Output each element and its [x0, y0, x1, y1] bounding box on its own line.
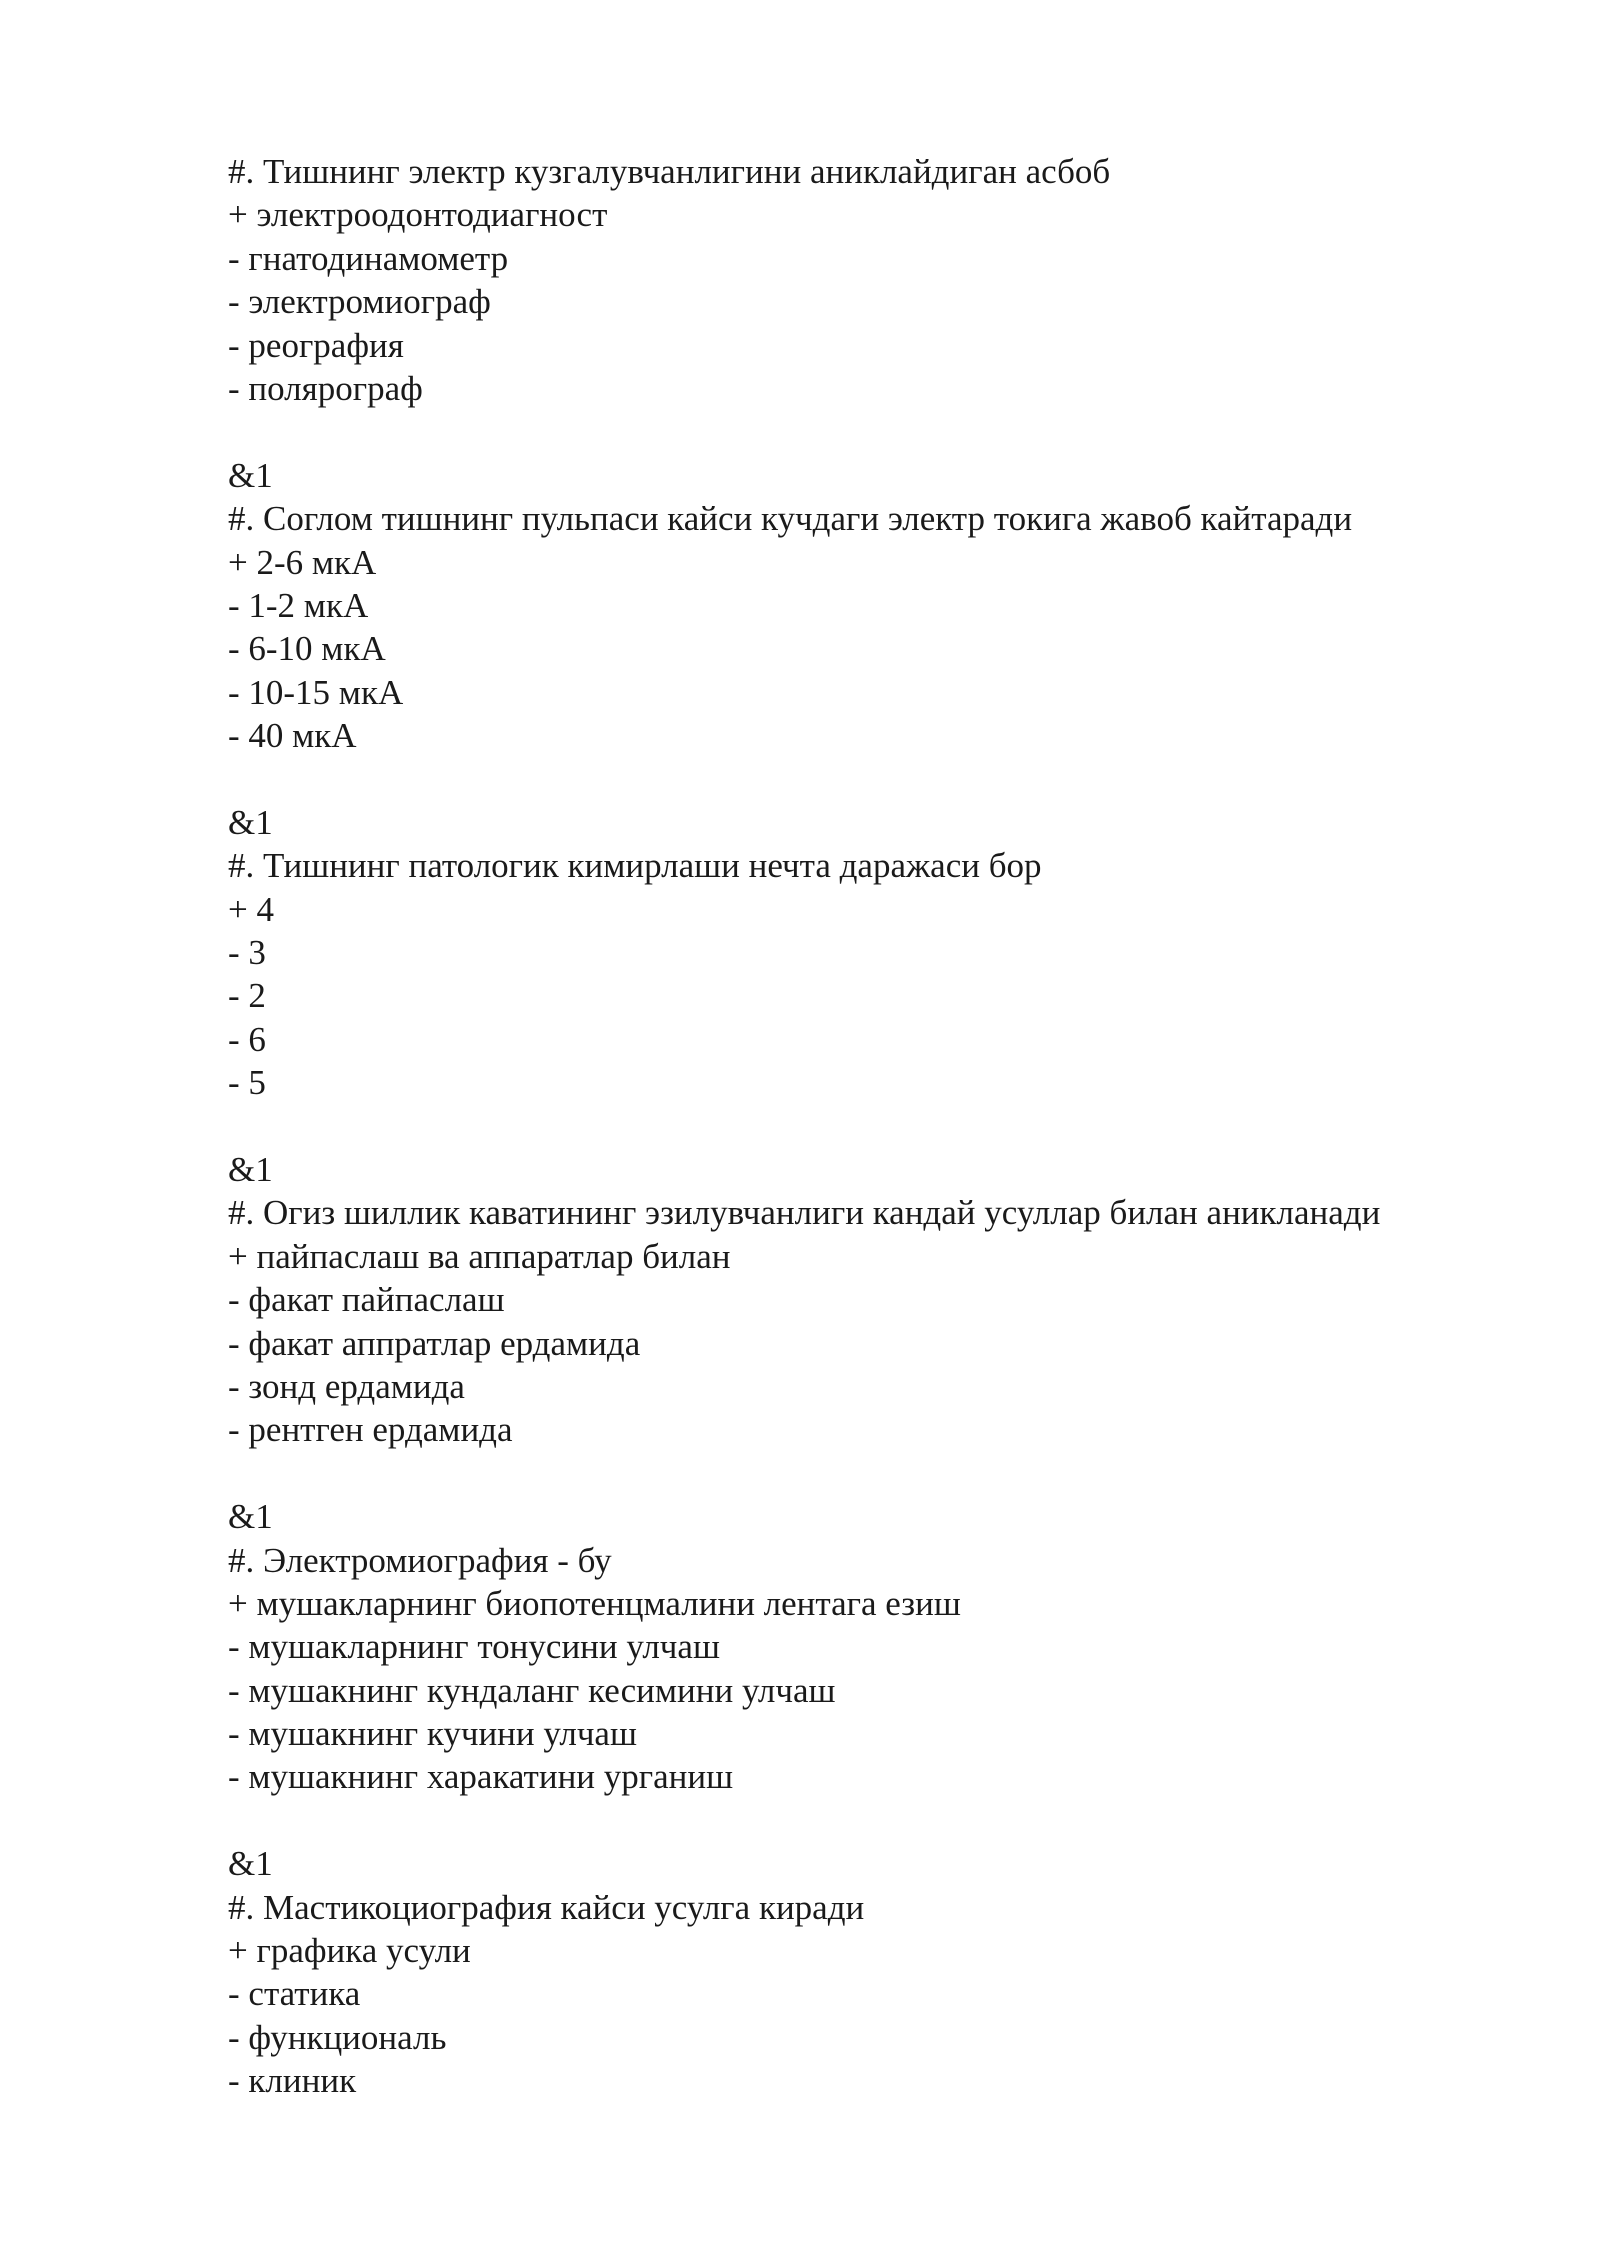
correct-answer: + пайпаслаш ва аппаратлар билан: [228, 1236, 731, 1276]
section-marker: &1: [228, 802, 273, 842]
answer-option: - мушакларнинг тонусини улчаш: [228, 1627, 720, 1667]
question-text: #. Электромиография - бу: [228, 1540, 612, 1580]
question-block: [228, 1842, 1528, 2102]
answer-option: - факат аппратлар ердамида: [228, 1323, 641, 1363]
question-text: #. Тишнинг электр кузгалувчанлигини аниклайдиган асбоб: [228, 152, 1111, 191]
answer-option: - мушакнинг кундаланг кесимини улчаш: [228, 1670, 836, 1710]
answer-option: - 1-2 мкА: [228, 585, 369, 625]
answer-option: - полярограф: [228, 368, 423, 408]
question-block: [228, 1148, 1528, 1452]
answer-option: - 5: [228, 1063, 266, 1103]
answer-option: - реография: [228, 325, 404, 365]
question-text: #. Тишнинг патологик кимирлаши нечта даражаси бор: [228, 846, 1042, 886]
section-marker: &1: [228, 455, 273, 495]
answer-option: - 10-15 мкА: [228, 672, 404, 712]
answer-option: - 40 мкА: [228, 716, 357, 756]
correct-answer: + мушакларнинг биопотенцмалини лентага езиш: [228, 1583, 961, 1623]
document-page: [228, 150, 1528, 2103]
answer-option: - 3: [228, 933, 266, 973]
correct-answer: + графика усули: [228, 1931, 471, 1971]
question-block: [228, 1495, 1528, 1799]
answer-option: - мушакнинг кучини улчаш: [228, 1714, 637, 1754]
answer-option: - клиник: [228, 2061, 357, 2101]
question-text: #. Мастикоциография кайси усулга киради: [228, 1887, 865, 1927]
answer-option: - 6-10 мкА: [228, 629, 386, 669]
question-text: #. Соглом тишнинг пульпаси кайси кучдаги электр токига жавоб кайтаради: [228, 499, 1353, 539]
answer-option: - статика: [228, 1974, 361, 2014]
blank-line: [228, 1105, 1528, 1148]
section-marker: &1: [228, 1149, 273, 1189]
correct-answer: + 2-6 мкА: [228, 542, 377, 582]
answer-option: - факат пайпаслаш: [228, 1280, 505, 1320]
answer-option: - электромиограф: [228, 282, 491, 322]
blank-line: [228, 410, 1528, 453]
question-block: [228, 150, 1528, 410]
correct-answer: + электроодонтодиагност: [228, 195, 608, 235]
answer-option: - рентген ердамида: [228, 1410, 513, 1450]
answer-option: - гнатодинамометр: [228, 238, 509, 278]
blank-line: [228, 1799, 1528, 1842]
question-text: #. Огиз шиллик каватининг эзилувчанлиги кандай усуллар билан аникланади: [228, 1193, 1381, 1233]
correct-answer: + 4: [228, 889, 274, 929]
blank-line: [228, 1452, 1528, 1495]
blank-line: [228, 757, 1528, 800]
answer-option: - зонд ердамида: [228, 1366, 465, 1406]
question-block: [228, 454, 1528, 758]
question-block: [228, 801, 1528, 1105]
answer-option: - мушакнинг харакатини урганиш: [228, 1757, 734, 1797]
answer-option: - 2: [228, 976, 266, 1016]
answer-option: - 6: [228, 1019, 266, 1059]
answer-option: - функциональ: [228, 2017, 447, 2057]
section-marker: &1: [228, 1497, 273, 1537]
section-marker: &1: [228, 1844, 273, 1884]
